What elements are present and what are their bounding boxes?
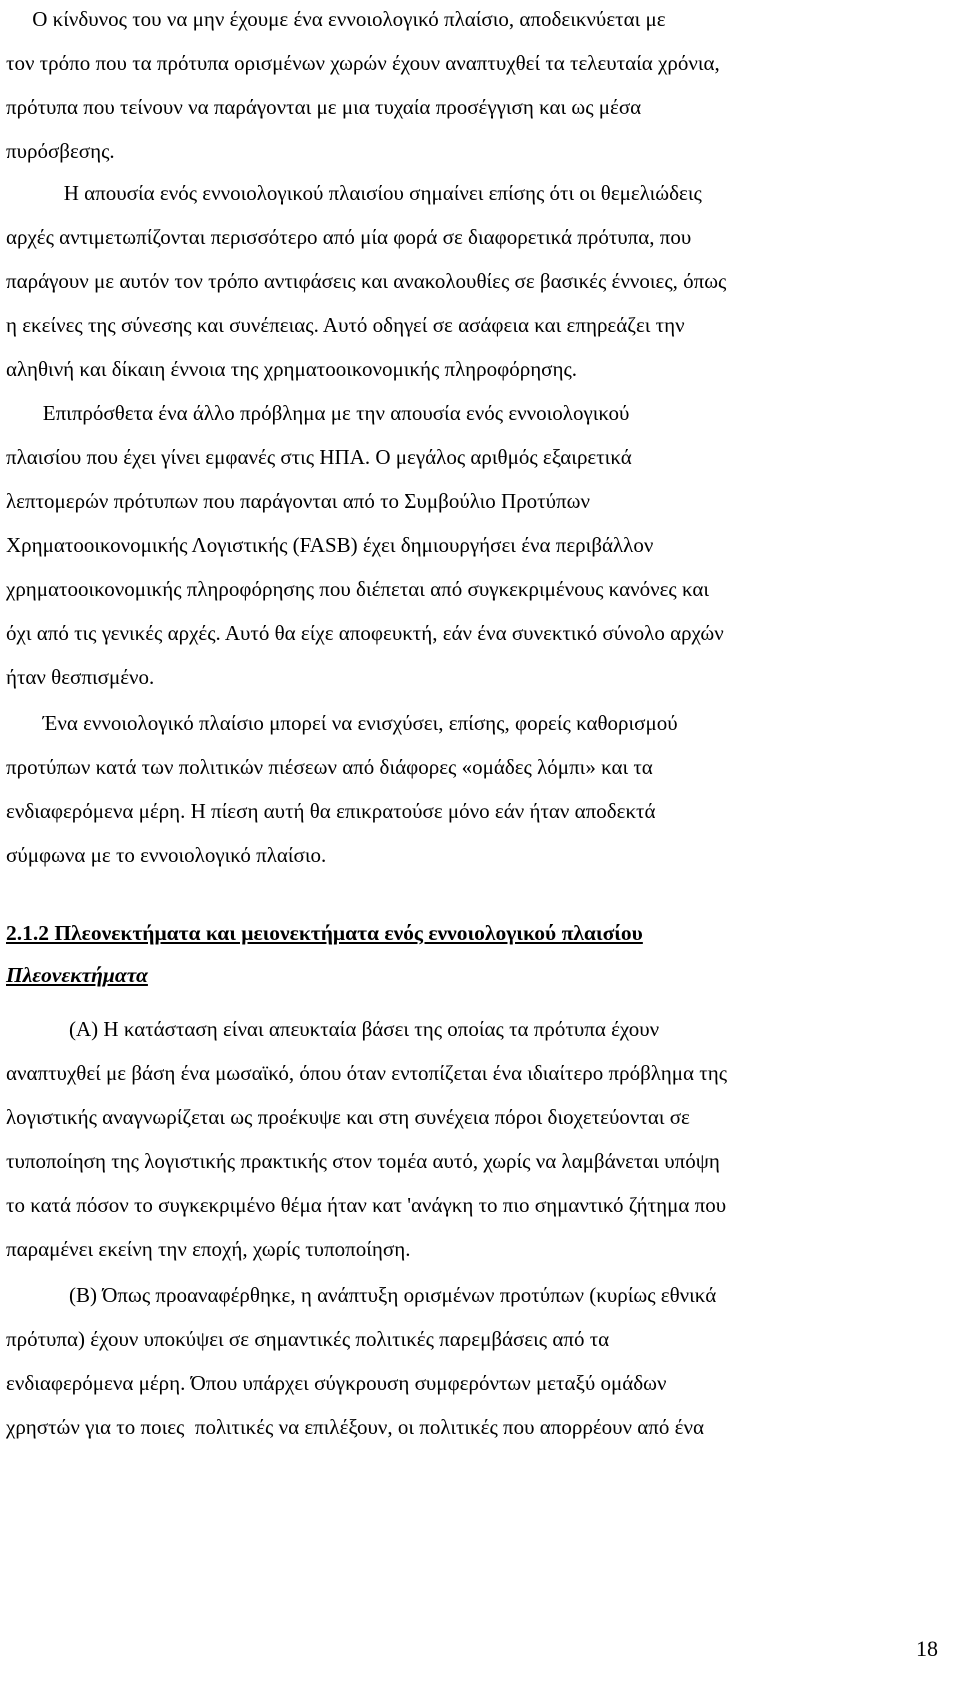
paragraph-b-line-3: ενδιαφερόμενα μέρη. Όπου υπάρχει σύγκρουση συμφερόντων μεταξύ ομάδων bbox=[6, 1371, 667, 1395]
paragraph-4-line-4: σύμφωνα με το εννοιολογικό πλαίσιο. bbox=[6, 843, 327, 867]
page-number: 18 bbox=[916, 1636, 938, 1661]
paragraph-4-line-3: ενδιαφερόμενα μέρη. Η πίεση αυτή θα επικρατούσε μόνο εάν ήταν αποδεκτά bbox=[6, 799, 656, 823]
paragraph-3-line-7: ήταν θεσπισμένο. bbox=[6, 665, 155, 689]
paragraph-1-line-3: πρότυπα που τείνουν να παράγονται με μια τυχαία προσέγγιση και ως μέσα bbox=[6, 95, 642, 119]
paragraph-b-line-4: χρηστών για το ποιες πολιτικές να επιλέξουν, οι πολιτικές που απορρέουν από ένα bbox=[6, 1415, 704, 1439]
paragraph-2-line-3: παράγουν με αυτόν τον τρόπο αντιφάσεις και ανακολουθίες σε βασικές έννοιες, όπως bbox=[6, 269, 727, 293]
paragraph-3-line-2: πλαισίου που έχει γίνει εμφανές στις ΗΠΑ. Ο μεγάλος αριθμός εξαιρετικά bbox=[6, 445, 632, 469]
paragraph-b-line-1: (Β) Όπως προαναφέρθηκε, η ανάπτυξη ορισμένων προτύπων (κυρίως εθνικά bbox=[6, 1283, 717, 1307]
paragraph-a-line-1: (Α) Η κατάσταση είναι απευκταία βάσει της οποίας τα πρότυπα έχουν bbox=[6, 1017, 660, 1041]
paragraph-3-line-3: λεπτομερών πρότυπων που παράγονται από το Συμβούλιο Προτύπων bbox=[6, 489, 590, 513]
paragraph-a-line-6: παραμένει εκείνη την εποχή, χωρίς τυποποίηση. bbox=[6, 1237, 411, 1261]
paragraph-2-line-4: η εκείνες της σύνεσης και συνέπειας. Αυτό οδηγεί σε ασάφεια και επηρεάζει την bbox=[6, 313, 685, 337]
paragraph-4-line-2: προτύπων κατά των πολιτικών πιέσεων από διάφορες «ομάδες λόμπι» και τα bbox=[6, 755, 653, 779]
paragraph-2-line-2: αρχές αντιμετωπίζονται περισσότερο από μία φορά σε διαφορετικά πρότυπα, που bbox=[6, 225, 692, 249]
paragraph-a-line-5: το κατά πόσον το συγκεκριμένο θέμα ήταν κατ 'ανάγκη το πιο σημαντικό ζήτημα που bbox=[6, 1193, 727, 1217]
subheading-advantages: Πλεονεκτήματα bbox=[6, 963, 148, 987]
section-heading: 2.1.2 Πλεονεκτήματα και μειονεκτήματα ενός εννοιολογικού πλαισίου bbox=[6, 921, 643, 945]
paragraph-3-line-4: Χρηματοοικονομικής Λογιστικής (FASB) έχει δημιουργήσει ένα περιβάλλον bbox=[6, 533, 654, 557]
paragraph-2-line-1: Η απουσία ενός εννοιολογικού πλαισίου σημαίνει επίσης ότι οι θεμελιώδεις bbox=[6, 181, 702, 205]
paragraph-a-line-4: τυποποίηση της λογιστικής πρακτικής στον τομέα αυτό, χωρίς να λαμβάνεται υπόψη bbox=[6, 1149, 720, 1173]
paragraph-1-line-4: πυρόσβεσης. bbox=[6, 139, 115, 163]
paragraph-3-line-6: όχι από τις γενικές αρχές. Αυτό θα είχε αποφευκτή, εάν ένα συνεκτικό σύνολο αρχών bbox=[6, 621, 724, 645]
paragraph-2-line-5: αληθινή και δίκαιη έννοια της χρηματοοικονομικής πληροφόρησης. bbox=[6, 357, 578, 381]
paragraph-3-line-5: χρηματοοικονομικής πληροφόρησης που διέπεται από συγκεκριμένους κανόνες και bbox=[6, 577, 709, 601]
paragraph-a-line-2: αναπτυχθεί με βάση ένα μωσαϊκό, όπου όταν εντοπίζεται ένα ιδιαίτερο πρόβλημα της bbox=[6, 1061, 728, 1085]
paragraph-1-line-2: τον τρόπο που τα πρότυπα ορισμένων χωρών έχουν αναπτυχθεί τα τελευταία χρόνια, bbox=[6, 51, 720, 75]
paragraph-1-line-1: Ο κίνδυνος του να μην έχουμε ένα εννοιολογικό πλαίσιο, αποδεικνύεται με bbox=[6, 7, 666, 31]
paragraph-4-line-1: Ένα εννοιολογικό πλαίσιο μπορεί να ενισχύσει, επίσης, φορείς καθορισμού bbox=[6, 711, 678, 735]
paragraph-a-line-3: λογιστικής αναγνωρίζεται ως προέκυψε και στη συνέχεια πόροι διοχετεύονται σε bbox=[6, 1105, 690, 1129]
paragraph-3-line-1: Επιπρόσθετα ένα άλλο πρόβλημα με την απουσία ενός εννοιολογικού bbox=[6, 401, 630, 425]
paragraph-b-line-2: πρότυπα) έχουν υποκύψει σε σημαντικές πολιτικές παρεμβάσεις από τα bbox=[6, 1327, 610, 1351]
